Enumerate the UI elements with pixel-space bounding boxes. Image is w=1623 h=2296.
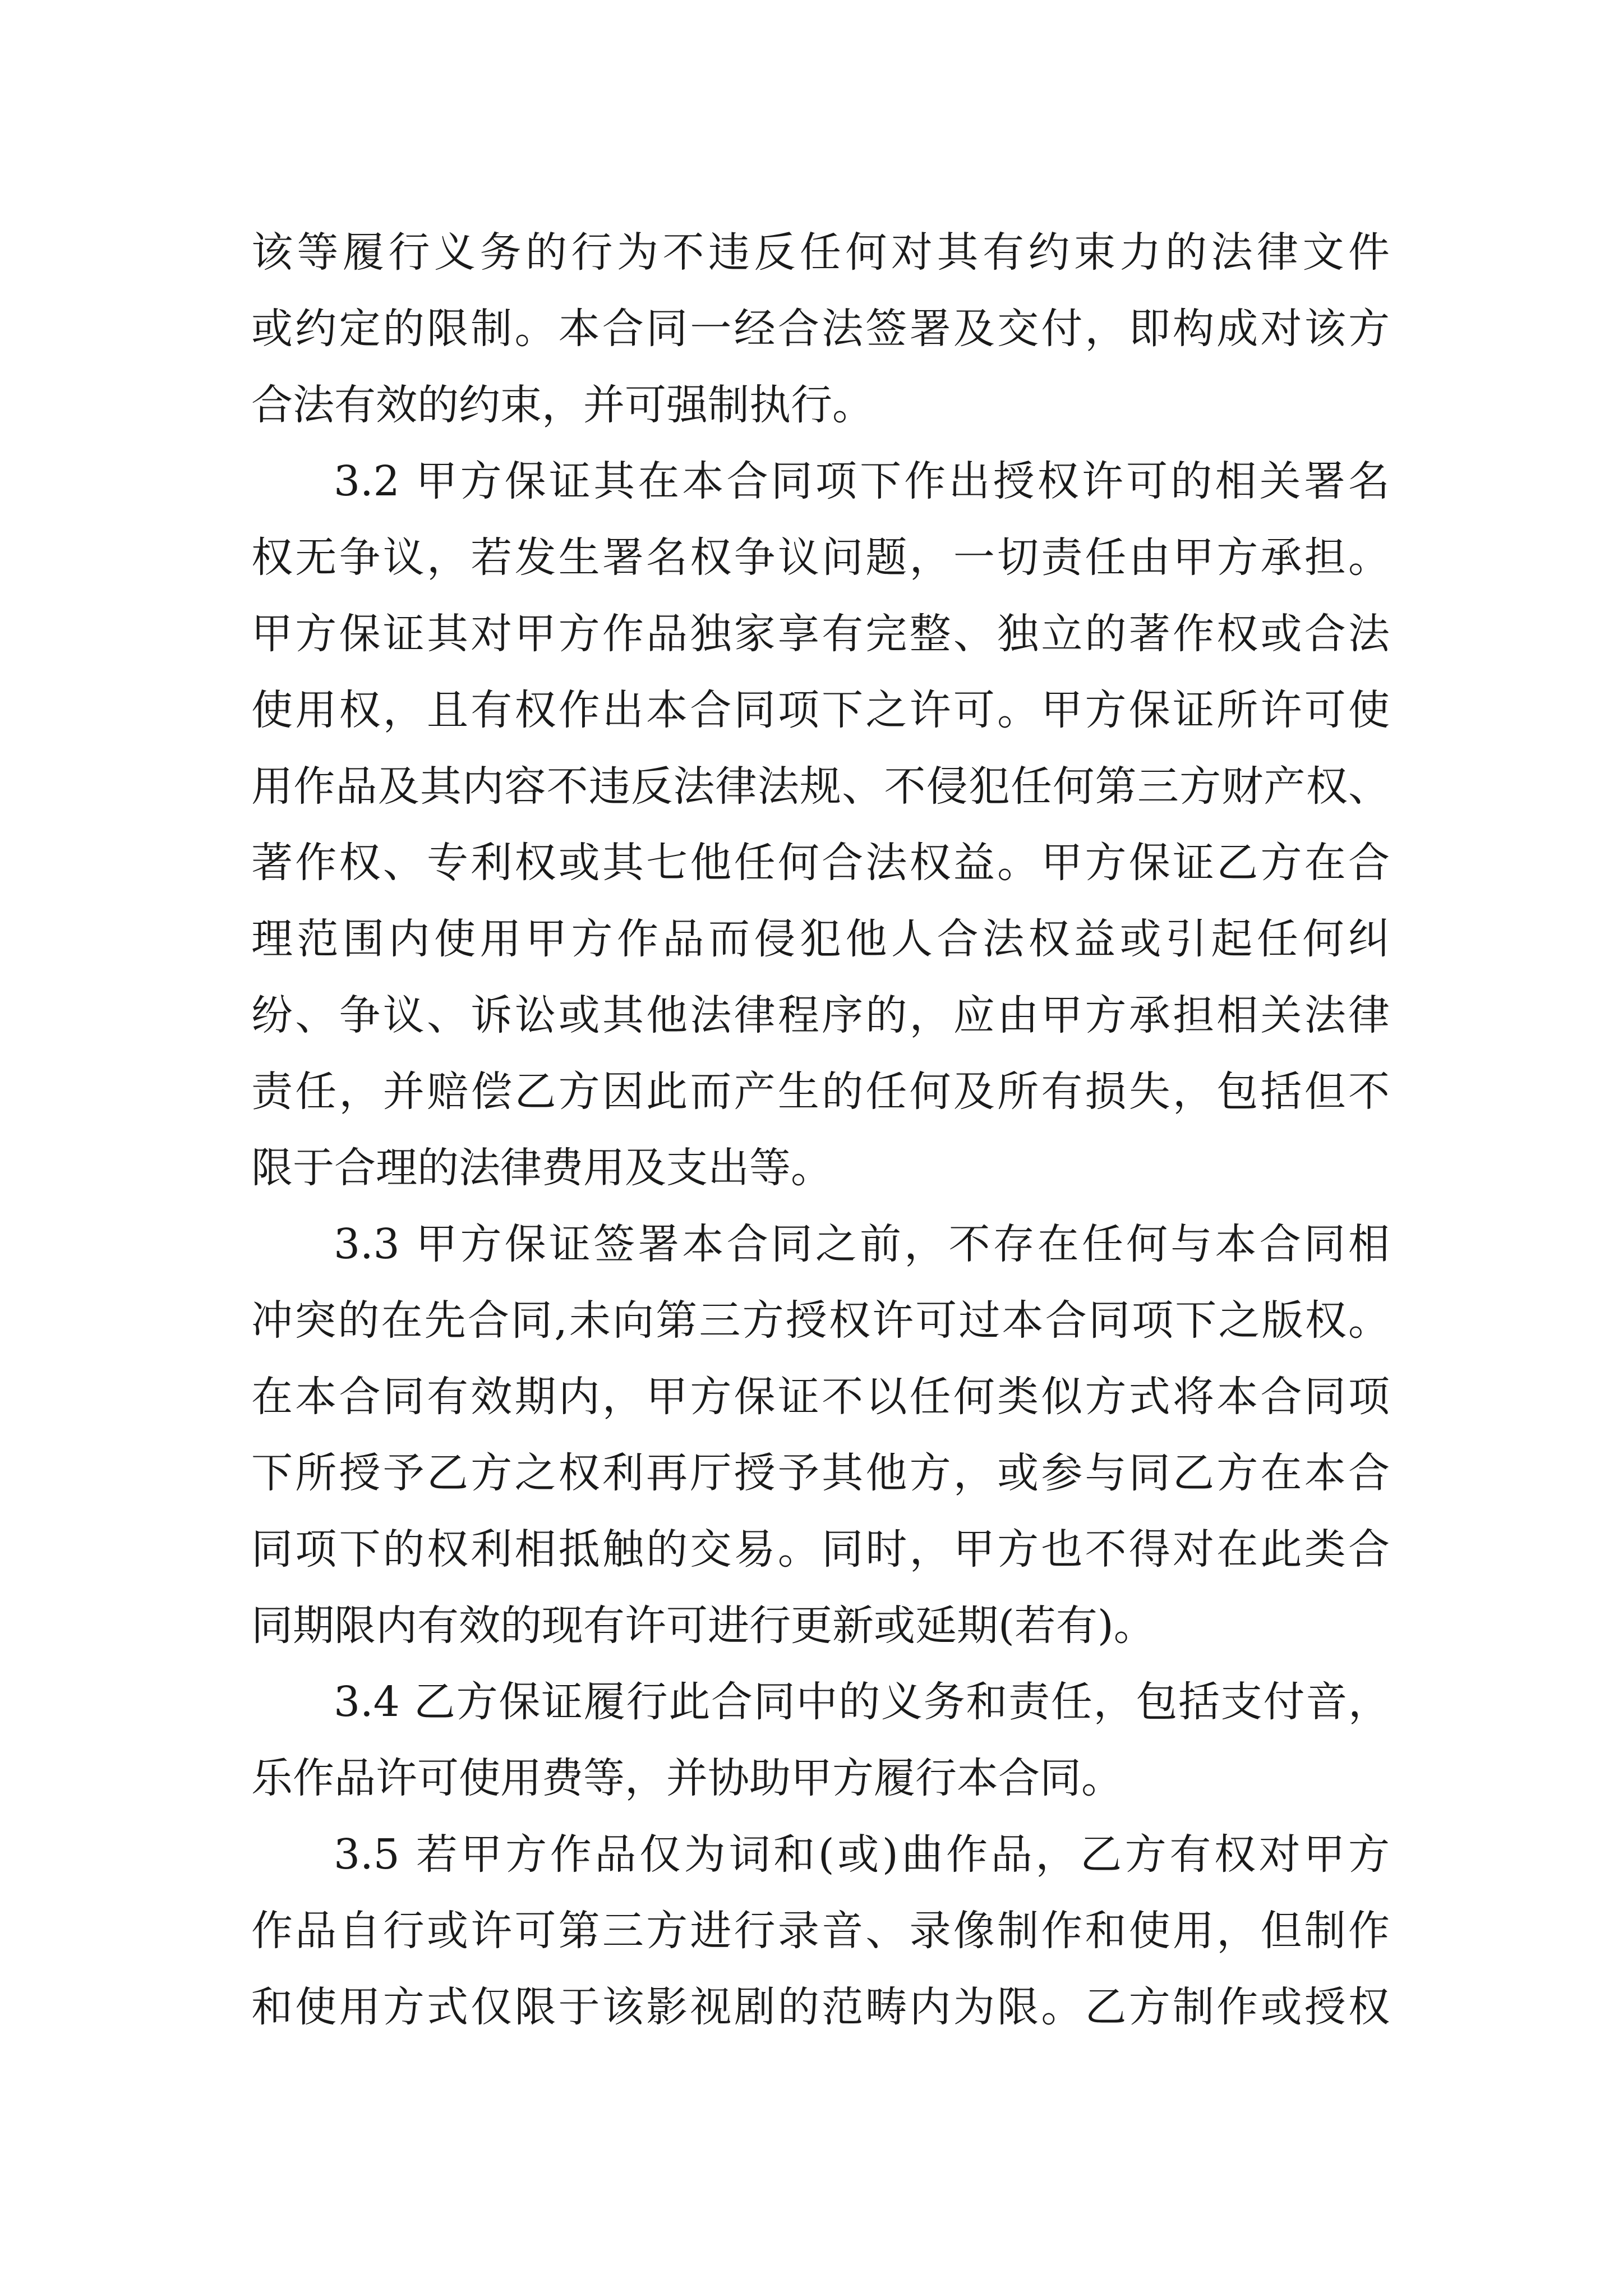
text-line-19: 同期限内有效的现有许可进行更新或延期(若有)。 bbox=[251, 1602, 1155, 1650]
text-line-3: 合法有效的约束，并可强制执行。 bbox=[251, 381, 874, 429]
text-line-10: 理范围内使用甲方作品而侵犯他人合法权益或引起任何纠 bbox=[251, 915, 1390, 963]
text-line-22: 3.5 若甲方作品仅为词和(或)曲作品，乙方有权对甲方 bbox=[334, 1830, 1390, 1879]
text-line-7: 使用权，且有权作出本合同项下之许可。甲方保证所许可使 bbox=[251, 686, 1390, 734]
text-line-4: 3.2 甲方保证其在本合同项下作出授权许可的相关署名 bbox=[334, 457, 1390, 505]
text-line-12: 责任，并赔偿乙方因此而产生的任何及所有损失，包括但不 bbox=[251, 1068, 1390, 1116]
text-line-14: 3.3 甲方保证签署本合同之前，不存在任何与本合同相 bbox=[334, 1220, 1390, 1268]
text-line-20: 3.4 乙方保证履行此合同中的义务和责任，包括支付音， bbox=[334, 1678, 1390, 1726]
text-line-5: 权无争议，若发生署名权争议问题，一切责任由甲方承担。 bbox=[251, 533, 1390, 582]
text-line-21: 乐作品许可使用费等，并协助甲方履行本合同。 bbox=[251, 1754, 1123, 1802]
text-line-15: 冲突的在先合同,未向第三方授权许可过本合同项下之版权。 bbox=[251, 1296, 1390, 1345]
text-line-13: 限于合理的法律费用及支出等。 bbox=[251, 1144, 832, 1192]
text-line-18: 同项下的权利相抵触的交易。同时，甲方也不得对在此类合 bbox=[251, 1525, 1390, 1573]
text-line-1: 该等履行义务的行为不违反任何对其有约束力的法律文件 bbox=[251, 228, 1390, 277]
text-line-2: 或约定的限制。本合同一经合法签署及交付，即构成对该方 bbox=[251, 305, 1390, 353]
text-line-24: 和使用方式仅限于该影视剧的范畴内为限。乙方制作或授权 bbox=[251, 1983, 1390, 2031]
text-line-23: 作品自行或许可第三方进行录音、录像制作和使用，但制作 bbox=[251, 1907, 1390, 1955]
text-line-11: 纷、争议、诉讼或其他法律程序的，应由甲方承担相关法律 bbox=[251, 991, 1390, 1039]
text-line-6: 甲方保证其对甲方作品独家享有完整、独立的著作权或合法 bbox=[251, 610, 1390, 658]
text-line-16: 在本合同有效期内，甲方保证不以任何类似方式将本合同项 bbox=[251, 1373, 1390, 1421]
text-line-8: 用作品及其内容不违反法律法规、不侵犯任何第三方财产权、 bbox=[251, 762, 1390, 811]
text-line-9: 著作权、专利权或其七他任何合法权益。甲方保证乙方在合 bbox=[251, 839, 1390, 887]
text-line-17: 下所授予乙方之权利再厅授予其他方，或参与同乙方在本合 bbox=[251, 1449, 1390, 1497]
